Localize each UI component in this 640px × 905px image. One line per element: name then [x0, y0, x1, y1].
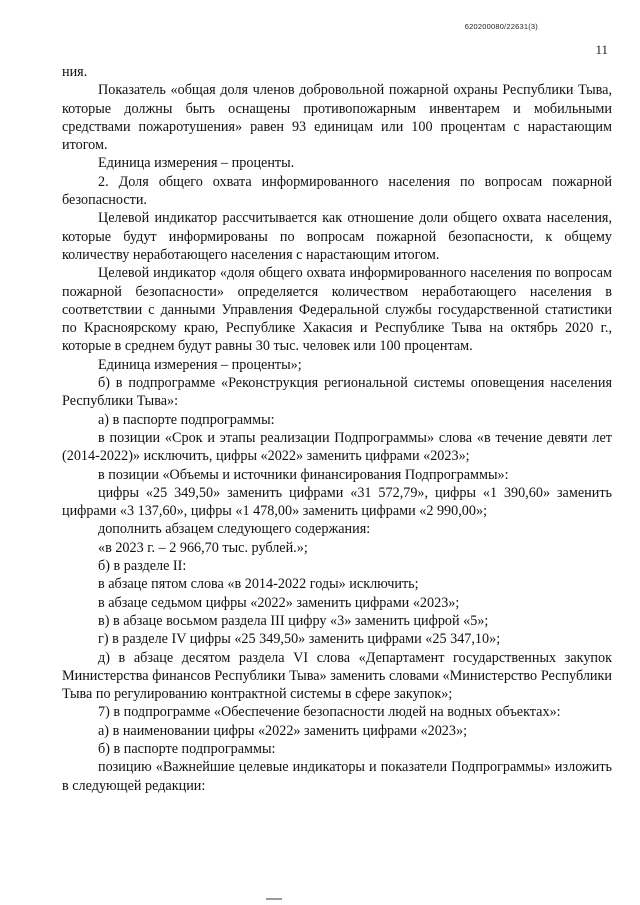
- paragraph: дополнить абзацем следующего содержания:: [98, 521, 371, 538]
- paragraph: б) в разделе II:: [98, 558, 187, 575]
- paragraph: 7) в подпрограмме «Обеспечение безопасности людей на водных объектах»:: [98, 704, 561, 721]
- document-id: 620200080/22631(3): [464, 22, 538, 31]
- paragraph: Целевой индикатор рассчитывается как отношение доли общего охвата населения, которые будут информированы по вопросам пожарной безопасности, к общему количеству неработающего населения с нарастающим итогом.: [62, 210, 612, 263]
- paragraph: в позиции «Объемы и источники финансирования Подпрограммы»:: [98, 466, 509, 483]
- paragraph: а) в наименовании цифры «2022» заменить цифрами «2023»;: [98, 722, 468, 739]
- paragraph: в абзаце седьмом цифры «2022» заменить цифрами «2023»;: [98, 594, 460, 611]
- paragraph: в позиции «Срок и этапы реализации Подпрограммы» слова «в течение девяти лет (2014-2022)» исключить, цифры «2022» заменить цифрами «2023»;: [62, 429, 612, 465]
- paragraph: а) в паспорте подпрограммы:: [98, 411, 275, 428]
- document-body: [62, 63, 612, 795]
- paragraph: 2. Доля общего охвата информированного населения по вопросам пожарной безопасности.: [62, 173, 612, 209]
- paragraph: б) в паспорте подпрограммы:: [98, 740, 276, 757]
- paragraph: в) в абзаце восьмом раздела III цифру «3» заменить цифрой «5»;: [98, 612, 489, 629]
- paragraph: Показатель «общая доля членов добровольной пожарной охраны Республики Тыва, которые должны быть оснащены противопожарным инвентарем и мобильными средствами пожаротушения» равен 93 единицам или 100 процентам с нарастающим итогом.: [62, 82, 612, 154]
- footer-mark: [266, 898, 282, 900]
- paragraph: Целевой индикатор «доля общего охвата информированного населения по вопросам пожарной безопасности» определяется количеством неработающего населения в соответствии с данными Управления Федеральной службы государственной статистики по Красноярскому краю, Республике Хакасия и Республике Тыва на октябрь 2020 г., которые в среднем будут равны 30 тыс. человек или 100 процентам.: [62, 265, 612, 355]
- paragraph: позицию «Важнейшие целевые индикаторы и показатели Подпрограммы» изложить в следующей редакции:: [62, 759, 612, 794]
- paragraph: в абзаце пятом слова «в 2014-2022 годы» исключить;: [98, 576, 419, 593]
- paragraph: цифры «25 349,50» заменить цифрами «31 572,79», цифры «1 390,60» заменить цифрами «3 137,60», цифры «1 478,00» заменить цифрами «2 990,00»;: [62, 484, 612, 520]
- paragraph: д) в абзаце десятом раздела VI слова «Департамент государственных закупок Министерства финансов Республики Тыва» заменить словами «Министерство Республики Тыва по регулированию контрактной системы в сфере закупок»;: [62, 649, 612, 703]
- paragraph: «в 2023 г. – 2 966,70 тыс. рублей.»;: [98, 539, 308, 556]
- paragraph: б) в подпрограмме «Реконструкция региональной системы оповещения населения Республики Тыва»:: [62, 375, 612, 410]
- paragraph: Единица измерения – проценты»;: [98, 356, 302, 373]
- paragraph: Единица измерения – проценты.: [98, 155, 295, 172]
- paragraph: г) в разделе IV цифры «25 349,50» заменить цифрами «25 347,10»;: [98, 631, 501, 648]
- paragraph: ния.: [62, 64, 88, 80]
- page-number: 11: [595, 42, 608, 57]
